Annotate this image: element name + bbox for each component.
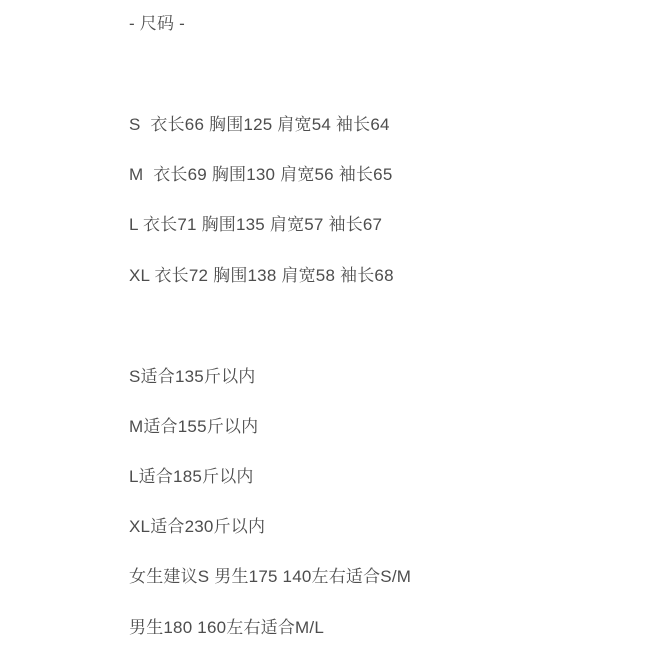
size-row-xl: XL 衣长72 胸围138 肩宽58 袖长68 xyxy=(129,266,394,285)
fit-note-s: S适合135斤以内 xyxy=(129,367,256,386)
size-row-l: L 衣长71 胸围135 肩宽57 袖长67 xyxy=(129,215,383,234)
size-chart-title: - 尺码 - xyxy=(129,14,185,33)
fit-note-female-male-sm: 女生建议S 男生175 140左右适合S/M xyxy=(129,567,412,586)
fit-note-male-ml: 男生180 160左右适合M/L xyxy=(129,618,324,637)
size-row-s: S 衣长66 胸围125 肩宽54 袖长64 xyxy=(129,115,390,134)
fit-note-l: L适合185斤以内 xyxy=(129,467,254,486)
fit-note-m: M适合155斤以内 xyxy=(129,417,259,436)
fit-note-xl: XL适合230斤以内 xyxy=(129,517,266,536)
size-row-m: M 衣长69 胸围130 肩宽56 袖长65 xyxy=(129,165,393,184)
